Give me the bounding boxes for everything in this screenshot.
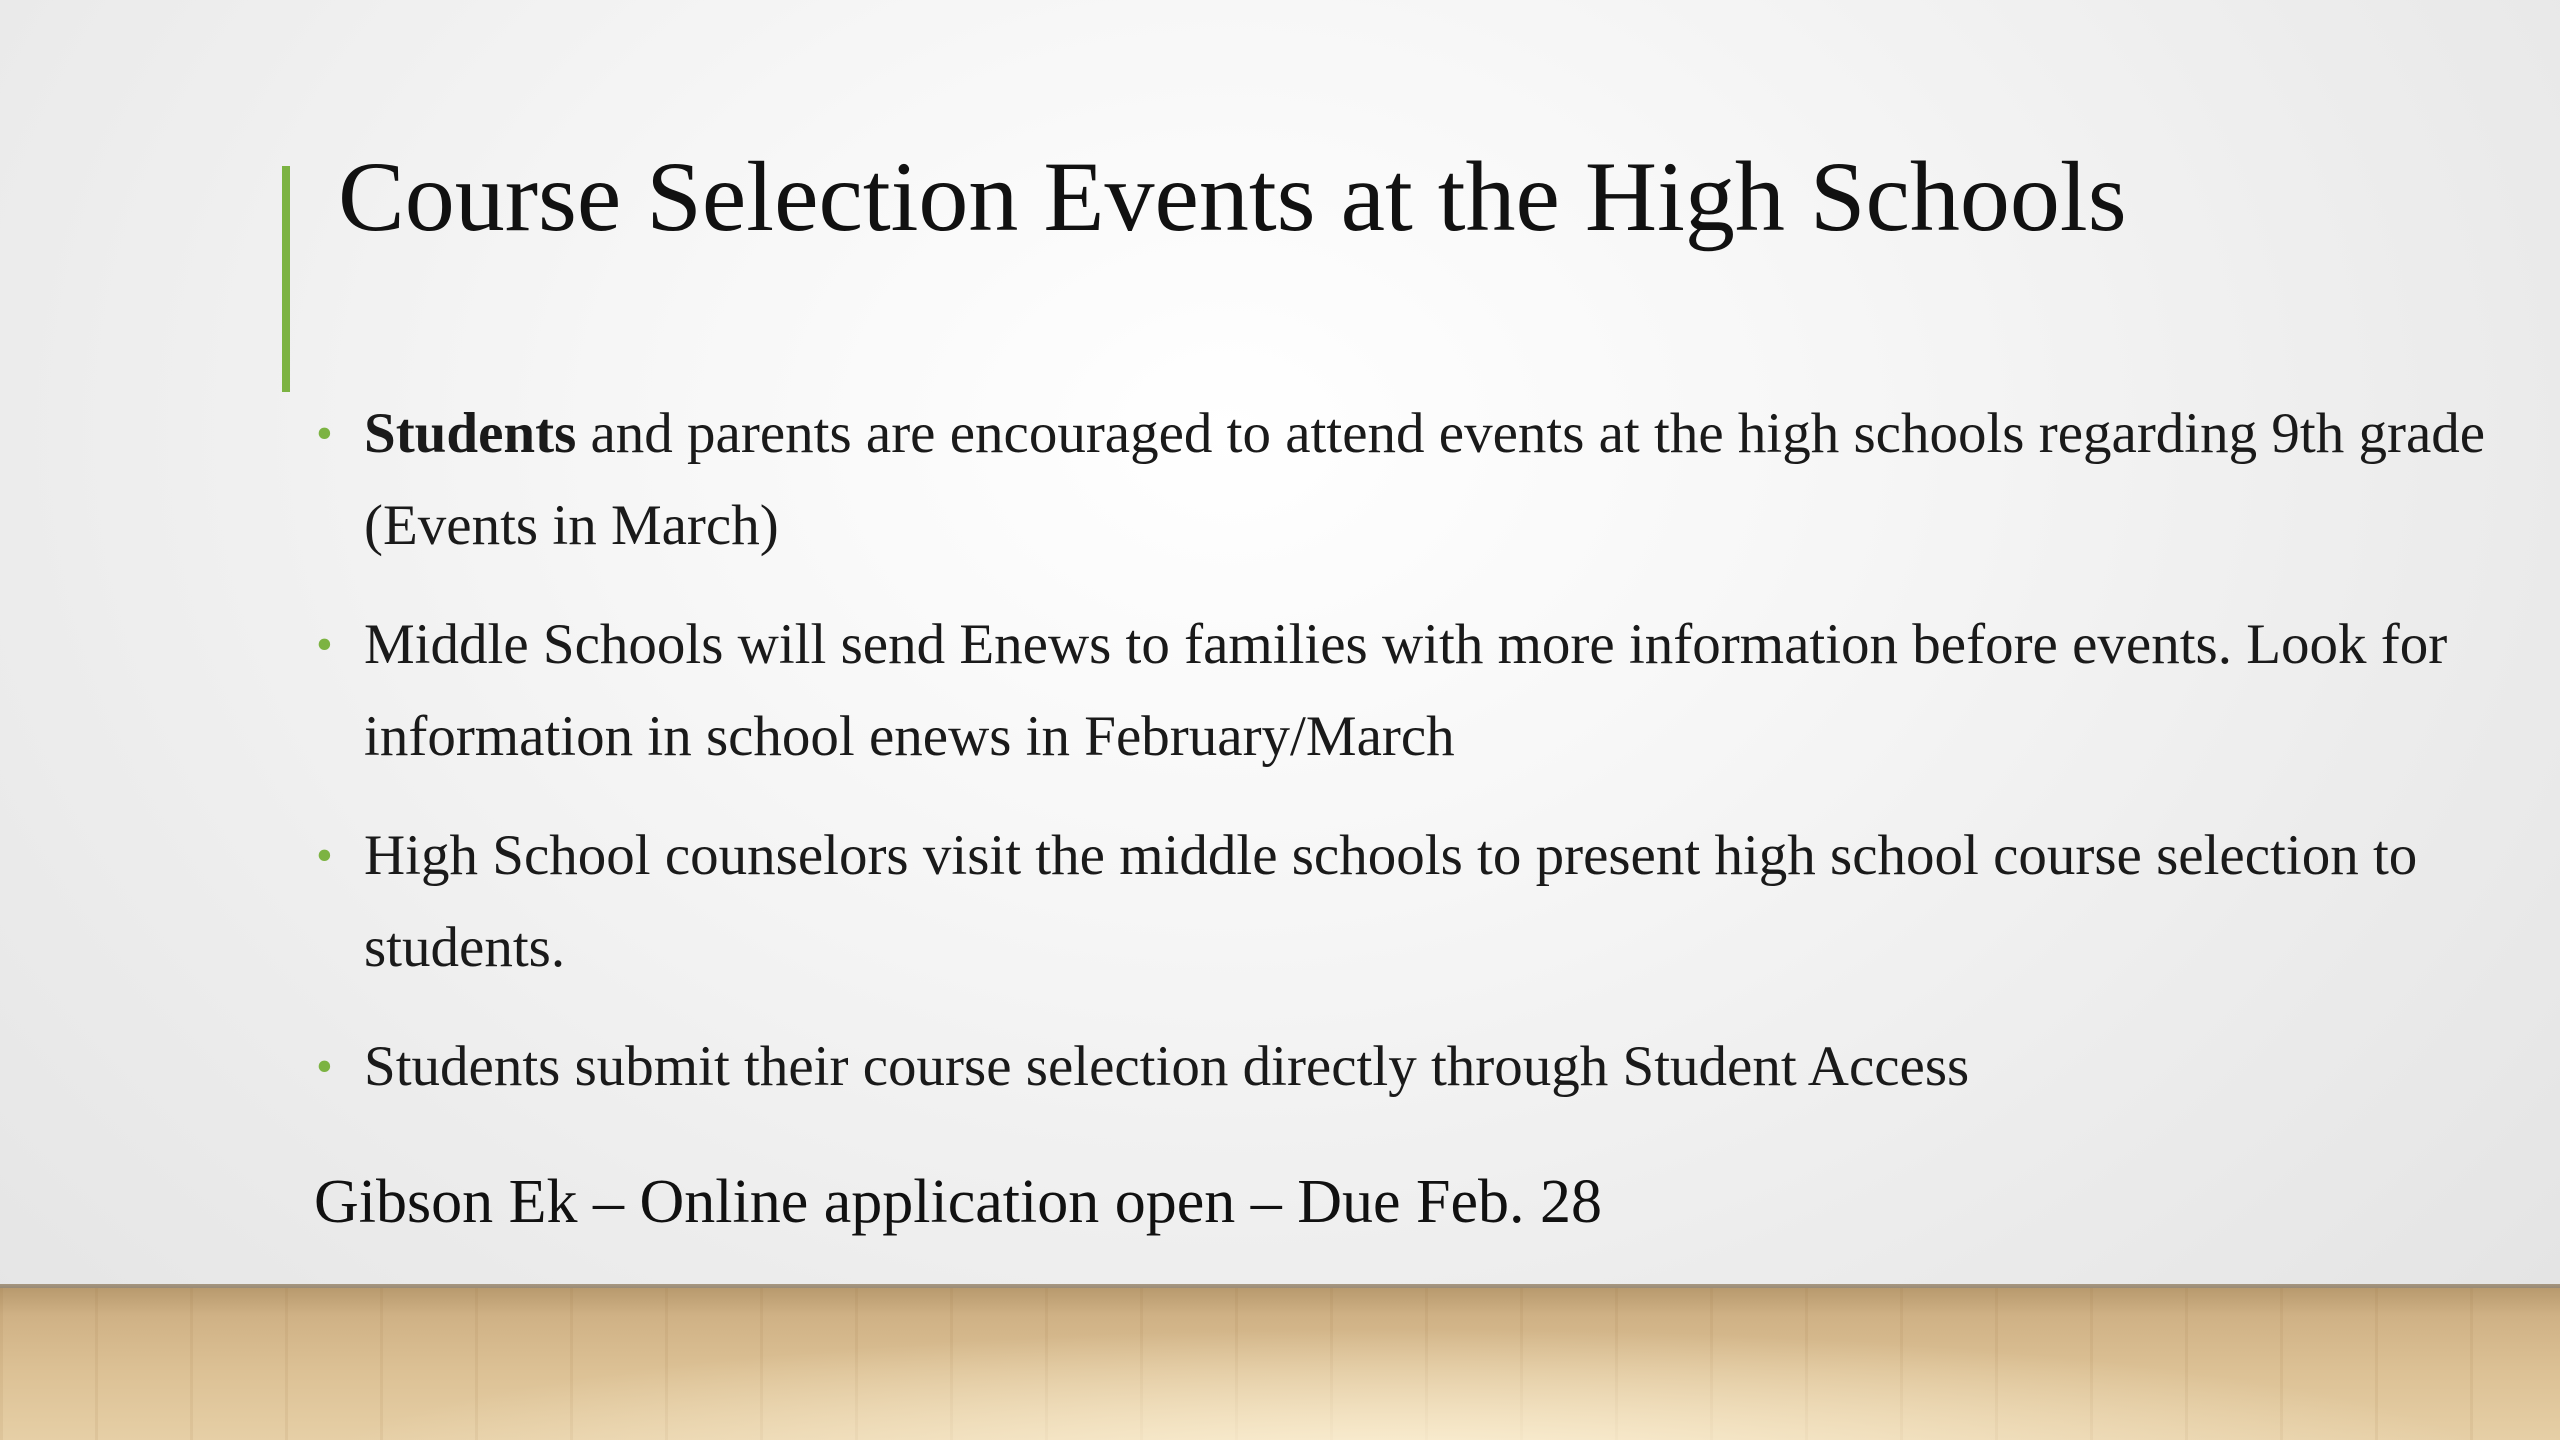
bullet-dot-icon: • (316, 407, 333, 460)
bullet-item (316, 388, 2496, 572)
title-accent-bar (282, 166, 290, 392)
wood-floor-background (0, 1288, 2560, 1440)
bullet-dot-icon: • (316, 618, 333, 671)
bullet-text: Middle Schools will send Enews to families with more information before events. Look for information in school enews in February/March (364, 613, 2448, 768)
bullet-text: High School counselors visit the middle schools to present high school course selection to students. (364, 824, 2418, 979)
bullet-item (316, 599, 2496, 783)
bullet-dot-icon: • (316, 829, 333, 882)
footer-note: Gibson Ek – Online application open – Due Feb. 28 (314, 1168, 1603, 1236)
bullet-text: Students submit their course selection directly through Student Access (364, 1035, 1970, 1098)
bullet-item (316, 1021, 2496, 1113)
slide-title: Course Selection Events at the High Schools (338, 141, 2127, 252)
bullet-item (316, 810, 2496, 994)
bullet-dot-icon: • (316, 1040, 333, 1093)
bullet-bold-lead: Students (364, 402, 577, 465)
bullet-list (316, 388, 2496, 1140)
bullet-text: and parents are encouraged to attend events at the high schools regarding 9th grade (Events in March) (364, 402, 2486, 557)
